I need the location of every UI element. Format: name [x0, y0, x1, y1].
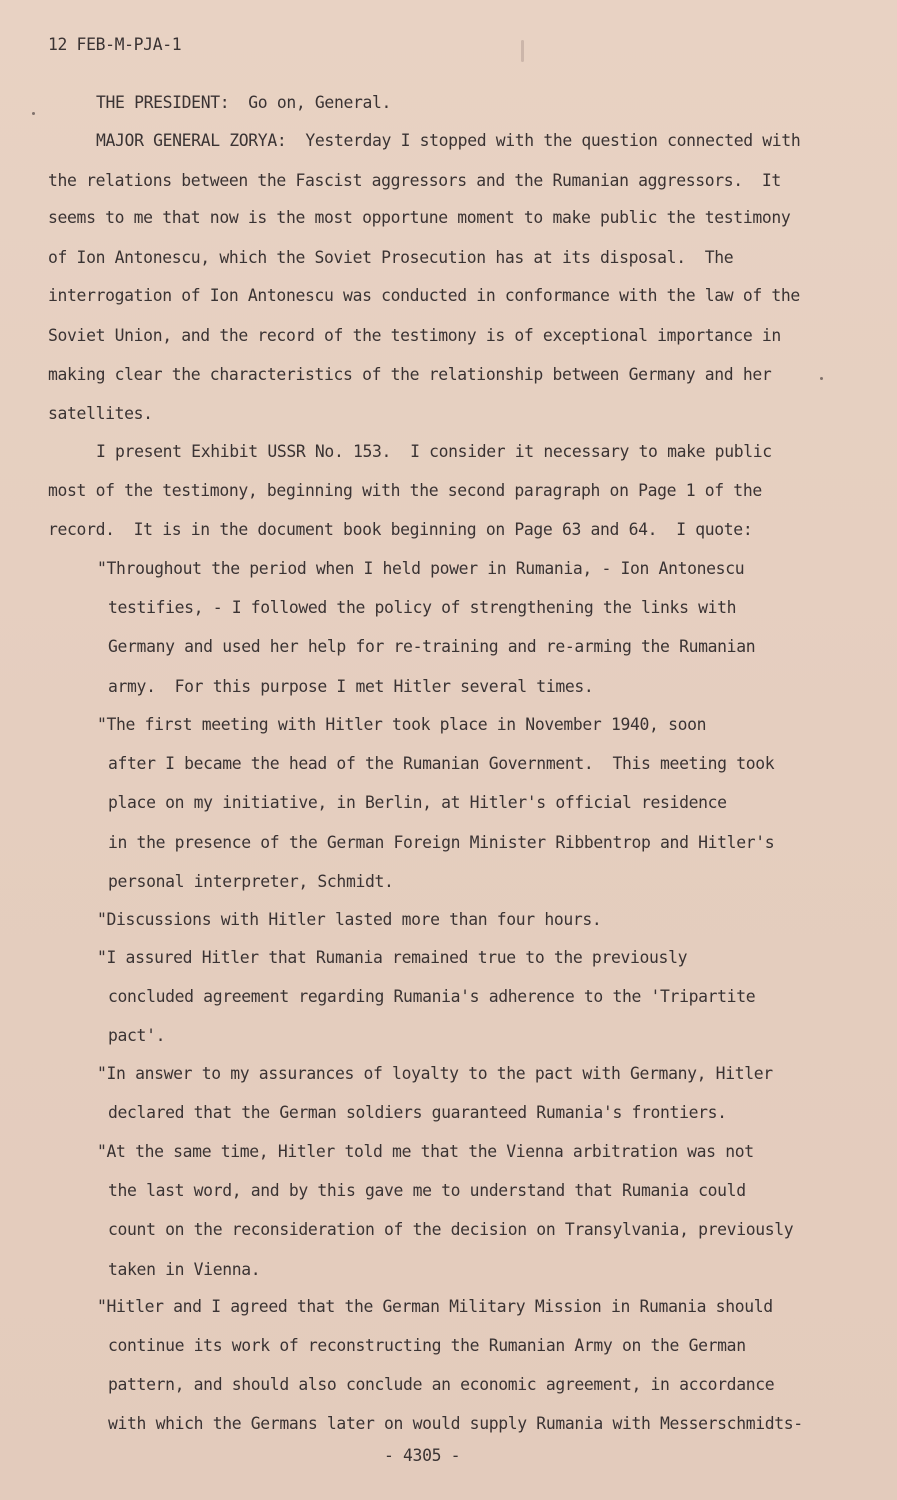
page-number: - 4305 -: [384, 1446, 461, 1465]
ink-speck: [32, 112, 35, 115]
document-id: 12 FEB-M-PJA-1: [48, 35, 182, 54]
quote-line: "Discussions with Hitler lasted more than four hours.: [97, 910, 602, 929]
quote-line: "I assured Hitler that Rumania remained true to the previously: [97, 948, 688, 967]
text-line: interrogation of Ion Antonescu was conducted in conformance with the law of the: [48, 286, 800, 305]
text-line: satellites.: [48, 404, 153, 423]
quote-line: "At the same time, Hitler told me that the Vienna arbitration was not: [97, 1142, 754, 1161]
quote-line: with which the Germans later on would supply Rumania with Messerschmidts-: [108, 1414, 803, 1433]
quote-line: testifies, - I followed the policy of strengthening the links with: [108, 598, 737, 617]
text-line: seems to me that now is the most opportune moment to make public the testimony: [48, 208, 791, 227]
quote-line: army. For this purpose I met Hitler several times.: [108, 677, 594, 696]
quote-line: concluded agreement regarding Rumania's adherence to the 'Tripartite: [108, 987, 756, 1006]
quote-line: "Throughout the period when I held power in Rumania, - Ion Antonescu: [97, 559, 745, 578]
ink-speck: [820, 377, 823, 380]
quote-line: "The first meeting with Hitler took place in November 1940, soon: [97, 715, 707, 734]
quote-line: continue its work of reconstructing the Rumanian Army on the German: [108, 1336, 746, 1355]
quote-line: taken in Vienna.: [108, 1260, 261, 1279]
text-line: record. It is in the document book beginning on Page 63 and 64. I quote:: [48, 520, 753, 539]
text-line: of Ion Antonescu, which the Soviet Prosecution has at its disposal. The: [48, 248, 734, 267]
quote-line: personal interpreter, Schmidt.: [108, 872, 394, 891]
text-line: making clear the characteristics of the relationship between Germany and her: [48, 365, 772, 384]
text-line: Soviet Union, and the record of the testimony is of exceptional importance in: [48, 326, 781, 345]
quote-line: "Hitler and I agreed that the German Military Mission in Rumania should: [97, 1297, 773, 1316]
quote-line: pact'.: [108, 1026, 166, 1045]
quote-line: declared that the German soldiers guaranteed Rumania's frontiers.: [108, 1103, 727, 1122]
text-line: MAJOR GENERAL ZORYA: Yesterday I stopped with the question connected with: [96, 131, 801, 150]
quote-line: in the presence of the German Foreign Minister Ribbentrop and Hitler's: [108, 833, 775, 852]
quote-line: "In answer to my assurances of loyalty to the pact with Germany, Hitler: [97, 1064, 773, 1083]
paper-mark: [521, 40, 524, 62]
quote-line: after I became the head of the Rumanian Government. This meeting took: [108, 754, 775, 773]
quote-line: place on my initiative, in Berlin, at Hitler's official residence: [108, 793, 727, 812]
text-line: I present Exhibit USSR No. 153. I consider it necessary to make public: [96, 442, 772, 461]
quote-line: pattern, and should also conclude an economic agreement, in accordance: [108, 1375, 775, 1394]
text-line: the relations between the Fascist aggressors and the Rumanian aggressors. It: [48, 171, 781, 190]
quote-line: the last word, and by this gave me to understand that Rumania could: [108, 1181, 746, 1200]
quote-line: Germany and used her help for re-training and re-arming the Rumanian: [108, 637, 756, 656]
text-line: THE PRESIDENT: Go on, General.: [96, 93, 392, 112]
text-line: most of the testimony, beginning with the second paragraph on Page 1 of the: [48, 481, 762, 500]
quote-line: count on the reconsideration of the decision on Transylvania, previously: [108, 1220, 794, 1239]
